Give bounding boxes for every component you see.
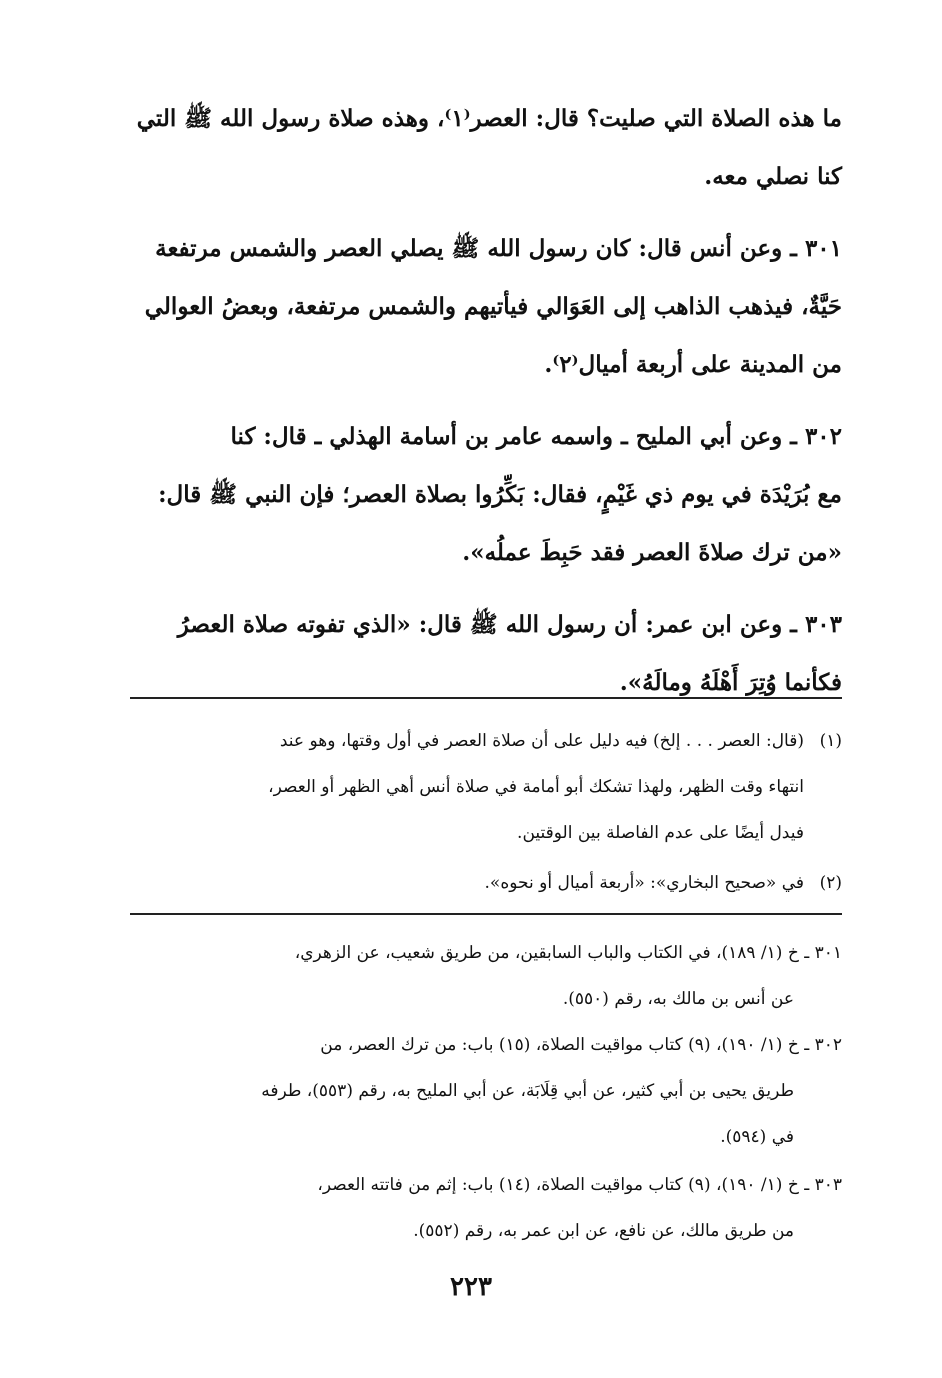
footnote-number: (١) — [819, 731, 842, 751]
source-303 — [130, 1162, 842, 1254]
text-line: ٣٠٢ ـ وعن أبي المليح ـ واسمه عامر بن أسامة الهذلي ـ قال: كنا — [230, 423, 842, 450]
main-text — [130, 90, 842, 726]
text-line: عن أنس بن مالك به، رقم (٥٥٠). — [562, 989, 794, 1009]
text-line: ٣٠١ ـ خ (١/ ١٨٩)، في الكتاب والباب السابقين، من طريق شعيب، عن الزهري، — [294, 943, 842, 963]
source-302 — [130, 1022, 842, 1160]
sources-divider — [130, 913, 842, 915]
footnote-1 — [130, 718, 842, 856]
paragraph-continuation — [130, 90, 842, 206]
text-line: فيدل أيضًا على عدم الفاصلة بين الوقتين. — [517, 823, 804, 843]
page-number: ٢٢٣ — [450, 1272, 492, 1302]
text-line: (قال: العصر . . . إلخ) فيه دليل على أن صلاة العصر في أول وقتها، وهو عند — [279, 731, 804, 751]
text-line: طريق يحيى بن أبي كثير، عن أبي قِلَابَة، عن أبي المليح به، رقم (٥٥٣)، طرفه — [261, 1081, 794, 1101]
text-line: حَيَّةٌ، فيذهب الذاهب إلى العَوَالي فيأتيهم والشمس مرتفعة، وبعضُ العوالي — [144, 293, 842, 320]
hadith-302 — [130, 408, 842, 582]
text-line: ٣٠٣ ـ خ (١/ ١٩٠)، (٩) كتاب مواقيت الصلاة، (١٤) باب: إثم من فاتته العصر، — [317, 1175, 842, 1195]
text-line: من المدينة على أربعة أميال⁽٢⁾. — [544, 351, 842, 378]
hadith-303 — [130, 596, 842, 712]
text-line: في «صحيح البخاري»: «أربعة أميال أو نحوه». — [484, 873, 804, 893]
text-line: ٣٠٣ ـ وعن ابن عمر: أن رسول الله ﷺ قال: «الذي تفوته صلاة العصرُ — [177, 611, 842, 638]
text-line: مع بُرَيْدَة في يوم ذي غَيْمٍ، فقال: بَكِّرُوا بصلاة العصر؛ فإن النبي ﷺ قال: — [158, 481, 842, 508]
text-line: في (٥٩٤). — [720, 1127, 794, 1147]
footnote-number: (٢) — [819, 873, 842, 893]
footnote-divider — [130, 697, 842, 699]
source-301 — [130, 930, 842, 1022]
text-line: من طريق مالك، عن نافع، عن ابن عمر به، رقم (٥٥٢). — [413, 1221, 794, 1241]
text-line: فكأنما وُتِرَ أَهْلَهُ ومالَهُ». — [619, 669, 842, 696]
text-line: ما هذه الصلاة التي صليت؟ قال: العصر⁽١⁾، وهذه صلاة رسول الله ﷺ التي — [136, 105, 842, 132]
text-line: «من ترك صلاةَ العصر فقد حَبِطَ عملُه». — [462, 539, 842, 566]
hadith-301 — [130, 220, 842, 394]
text-line: انتهاء وقت الظهر، ولهذا تشكك أبو أمامة في صلاة أنس أهي الظهر أو العصر، — [268, 777, 804, 797]
text-line: ٣٠٢ ـ خ (١/ ١٩٠)، (٩) كتاب مواقيت الصلاة، (١٥) باب: من ترك العصر، من — [320, 1035, 842, 1055]
footnote-2 — [130, 860, 842, 906]
text-line: كنا نصلي معه. — [704, 163, 842, 190]
text-line: ٣٠١ ـ وعن أنس قال: كان رسول الله ﷺ يصلي العصر والشمس مرتفعة — [155, 235, 842, 262]
